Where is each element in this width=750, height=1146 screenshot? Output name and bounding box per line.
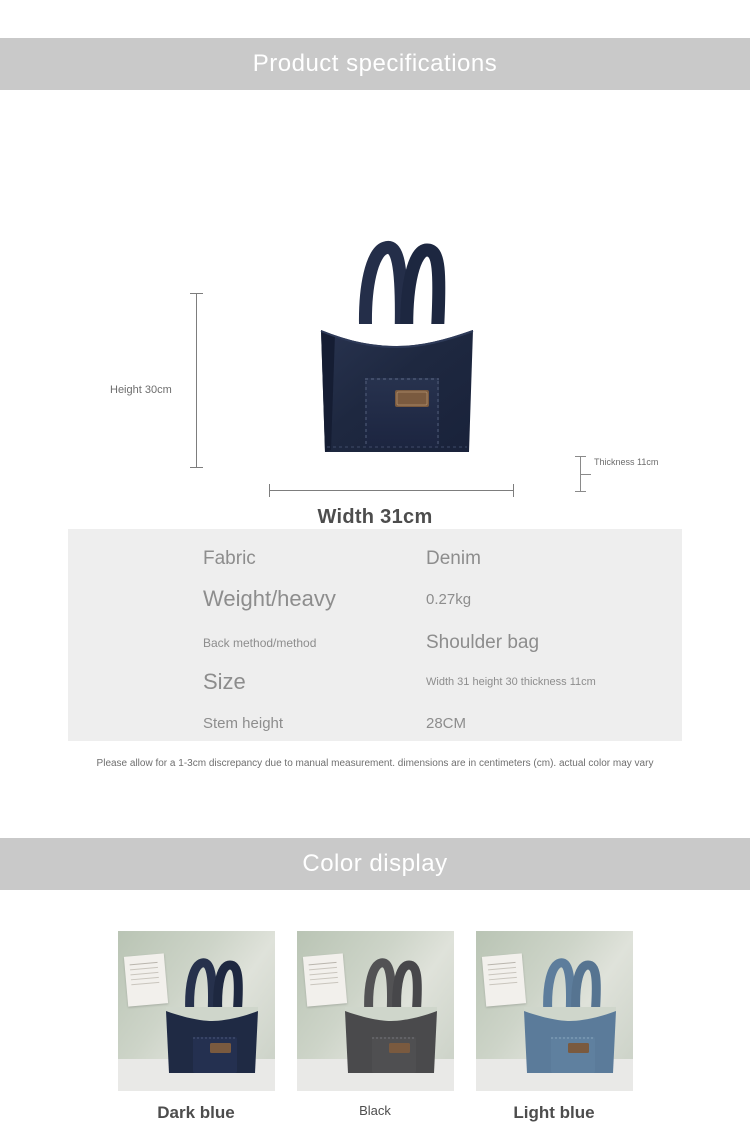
specifications-table: [68, 529, 682, 741]
color-label: Light blue: [513, 1103, 595, 1122]
height-dimension-label: Height 30cm: [110, 384, 172, 396]
color-option-black[interactable]: [297, 931, 454, 1123]
spec-value: Width 31 height 30 thickness 11cm: [426, 676, 596, 688]
color-photo-black[interactable]: [297, 931, 454, 1091]
section-title-color-display: Color display: [302, 850, 448, 877]
color-photo-light-blue[interactable]: [476, 931, 633, 1091]
thickness-dimension-label: Thickness 11cm: [594, 457, 659, 467]
spec-key: Stem height: [203, 714, 284, 732]
spec-key: Size: [203, 669, 246, 694]
spec-key: Back method/method: [203, 636, 317, 650]
spec-key: Weight/heavy: [203, 586, 336, 611]
mini-bag-black: [339, 957, 443, 1075]
mini-bag-dark-blue: [160, 957, 264, 1075]
table-row: [68, 703, 682, 743]
color-options-list: [0, 931, 750, 1123]
section-title-specifications: Product specifications: [252, 50, 498, 77]
bag-illustration: [311, 238, 483, 458]
color-option-light-blue[interactable]: [476, 931, 633, 1123]
product-dimension-diagram: [0, 90, 750, 528]
section-header-color-display: [0, 838, 750, 890]
color-option-dark-blue[interactable]: [118, 931, 275, 1123]
height-dimension-line: [196, 293, 197, 468]
table-row: [68, 623, 682, 663]
measurement-disclaimer: Please allow for a 1-3cm discrepancy due to manual measurement. dimensions are in centimeters (cm). actual color may vary: [96, 758, 654, 769]
spec-value: 28CM: [426, 714, 467, 732]
thickness-leader-line: [581, 474, 591, 475]
color-label: Dark blue: [157, 1103, 235, 1122]
table-row: [68, 662, 682, 702]
spec-value: 0.27kg: [426, 590, 472, 608]
mini-bag-light-blue: [518, 957, 622, 1075]
table-row: [68, 579, 682, 619]
section-header-specifications: [0, 38, 750, 90]
spec-key: Fabric: [203, 548, 256, 569]
spec-value: Denim: [426, 548, 481, 569]
table-row: [68, 539, 682, 579]
width-dimension-line: [269, 490, 514, 491]
spec-value: Shoulder bag: [426, 632, 540, 653]
color-label: Black: [359, 1103, 391, 1118]
width-dimension-label: Width 31cm: [317, 506, 433, 528]
color-photo-dark-blue[interactable]: [118, 931, 275, 1091]
